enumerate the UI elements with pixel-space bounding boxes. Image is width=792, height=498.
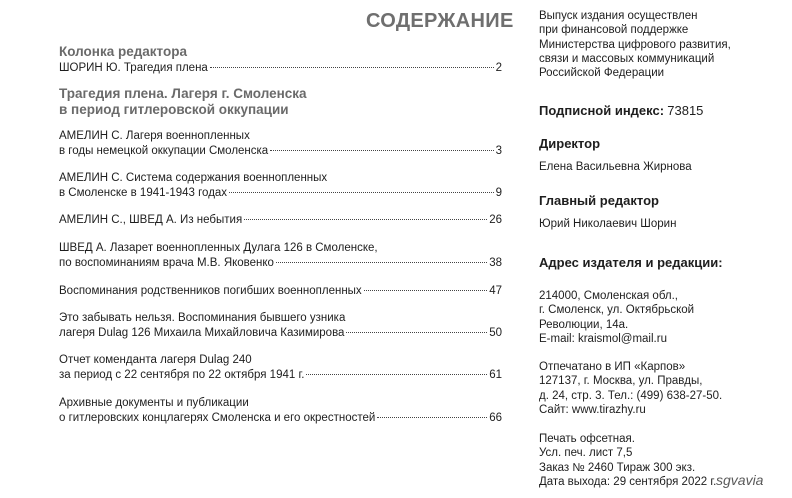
toc-page-number: 26 — [489, 214, 502, 226]
toc-entry-title: АМЕЛИН С. Система содержания военнопленных — [59, 172, 328, 184]
print-info-line: Печать офсетная. — [539, 433, 635, 445]
support-line: связи и массовых коммуникаций — [539, 52, 715, 65]
toc-entry-line — [59, 326, 502, 341]
printer-line: д. 24, стр. 3. Тел.: (499) 638-27-50. — [539, 389, 723, 402]
toc-entry-title: Отчет коменданта лагеря Dulag 240 — [59, 354, 252, 366]
toc-entry-title: АМЕЛИН С., ШВЕД А. Из небытия — [59, 214, 243, 226]
toc-entry[interactable] — [59, 129, 502, 159]
dot-leader — [229, 192, 494, 193]
dot-leader — [364, 290, 488, 291]
toc-entry-line — [59, 411, 502, 426]
subscription-value: 73815 — [667, 103, 704, 118]
website-link[interactable]: Сайт: www.tirazhy.ru — [539, 403, 646, 416]
dot-leader — [210, 67, 494, 68]
toc-entry-line — [59, 186, 502, 201]
toc-entry-title: о гитлеровских концлагерях Смоленска и его окрестностей — [59, 412, 376, 424]
director-label: Директор — [539, 136, 601, 151]
editor-block — [539, 194, 779, 232]
toc-page-number: 61 — [489, 369, 502, 381]
toc-page-number: 66 — [489, 412, 502, 424]
address-heading: Адрес издателя и редакции: — [539, 255, 723, 270]
support-note — [539, 9, 779, 80]
toc-entry-line — [59, 61, 502, 76]
toc-entry[interactable] — [59, 284, 502, 299]
section-heading-text: Колонка редактора — [59, 44, 187, 59]
support-line: Выпуск издания осуществлен — [539, 10, 698, 22]
dot-leader — [244, 219, 487, 220]
section-heading-editor-column — [59, 44, 519, 60]
toc-entry[interactable] — [59, 396, 502, 426]
dot-leader — [270, 150, 493, 151]
toc-entry-title: Архивные документы и публикации — [59, 397, 249, 409]
support-line: при финансовой поддержке — [539, 24, 689, 37]
support-line: Российской Федерации — [539, 67, 665, 80]
toc-entry[interactable] — [59, 353, 502, 383]
print-info-line: Дата выхода: 29 сентября 2022 г. — [539, 475, 717, 488]
toc-page-number: 50 — [489, 327, 502, 339]
toc-entry[interactable] — [59, 311, 502, 341]
toc-entry[interactable] — [59, 241, 502, 271]
address-line: Революции, 14а. — [539, 318, 629, 331]
dot-leader — [306, 374, 487, 375]
support-line: Министерства цифрового развития, — [539, 38, 731, 51]
section-heading-line: Трагедия плена. Лагеря г. Смоленска — [59, 86, 307, 101]
toc-page-number: 9 — [495, 187, 502, 199]
editor-name: Юрий Николаевич Шорин — [539, 218, 677, 231]
toc-page-number: 38 — [489, 257, 502, 269]
printer-line: 127137, г. Москва, ул. Правды, — [539, 375, 703, 388]
section-heading-tragedy — [59, 86, 519, 118]
director-block — [539, 137, 779, 175]
address-block — [539, 289, 779, 346]
toc-entry-title: лагеря Dulag 126 Михаила Михайловича Казимирова — [59, 327, 345, 339]
address-line: г. Смоленск, ул. Октябрьской — [539, 304, 695, 317]
section-heading-line: в период гитлеровской оккупации — [59, 102, 289, 117]
toc-entry-line — [59, 284, 502, 299]
page-title: СОДЕРЖАНИЕ — [366, 10, 514, 32]
toc-entry-title: за период с 22 сентября по 22 октября 1941 г. — [59, 369, 305, 381]
toc-page-number: 2 — [495, 62, 502, 74]
watermark: sgvavia — [716, 472, 764, 488]
toc-page-number: 3 — [495, 145, 502, 157]
subscription-label: Подписной индекс: — [539, 103, 665, 118]
toc-entry[interactable] — [59, 61, 502, 76]
toc-entry-title: АМЕЛИН С. Лагеря военнопленных — [59, 130, 250, 142]
toc-entry-line — [59, 144, 502, 159]
toc-entry-title: Воспоминания родственников погибших военнопленных — [59, 285, 362, 297]
print-info-line: Усл. печ. лист 7,5 — [539, 447, 633, 460]
toc-entry[interactable] — [59, 213, 502, 228]
dot-leader — [377, 417, 487, 418]
editor-label: Главный редактор — [539, 193, 659, 208]
printer-line: Отпечатано в ИП «Карпов» — [539, 361, 686, 373]
toc-entry-title: Это забывать нельзя. Воспоминания бывшего узника — [59, 312, 346, 324]
toc-entry-title: ШВЕД А. Лазарет военнопленных Дулага 126 в Смоленске, — [59, 242, 378, 254]
toc-entry-title: по воспоминаниям врача М.В. Яковенко — [59, 257, 274, 269]
toc-entry-line — [59, 213, 502, 228]
toc-entry-line — [59, 256, 502, 271]
address-line: 214000, Смоленская обл., — [539, 290, 678, 302]
toc-page-number: 47 — [489, 285, 502, 297]
toc-entry-title: в Смоленске в 1941-1943 годах — [59, 187, 228, 199]
subscription-index — [539, 104, 779, 119]
toc-entry[interactable] — [59, 171, 502, 201]
dot-leader — [276, 262, 487, 263]
toc-entry-title: в годы немецкой оккупации Смоленска — [59, 145, 269, 157]
director-name: Елена Васильевна Жирнова — [539, 161, 692, 174]
toc-entry-line — [59, 368, 502, 383]
address-label — [539, 256, 779, 270]
email-link[interactable]: E-mail: kraismol@mail.ru — [539, 332, 667, 345]
printer-block — [539, 360, 779, 417]
print-info-line: Заказ № 2460 Тираж 300 экз. — [539, 461, 696, 474]
dot-leader — [346, 332, 487, 333]
toc-entry-title: ШОРИН Ю. Трагедия плена — [59, 62, 208, 74]
